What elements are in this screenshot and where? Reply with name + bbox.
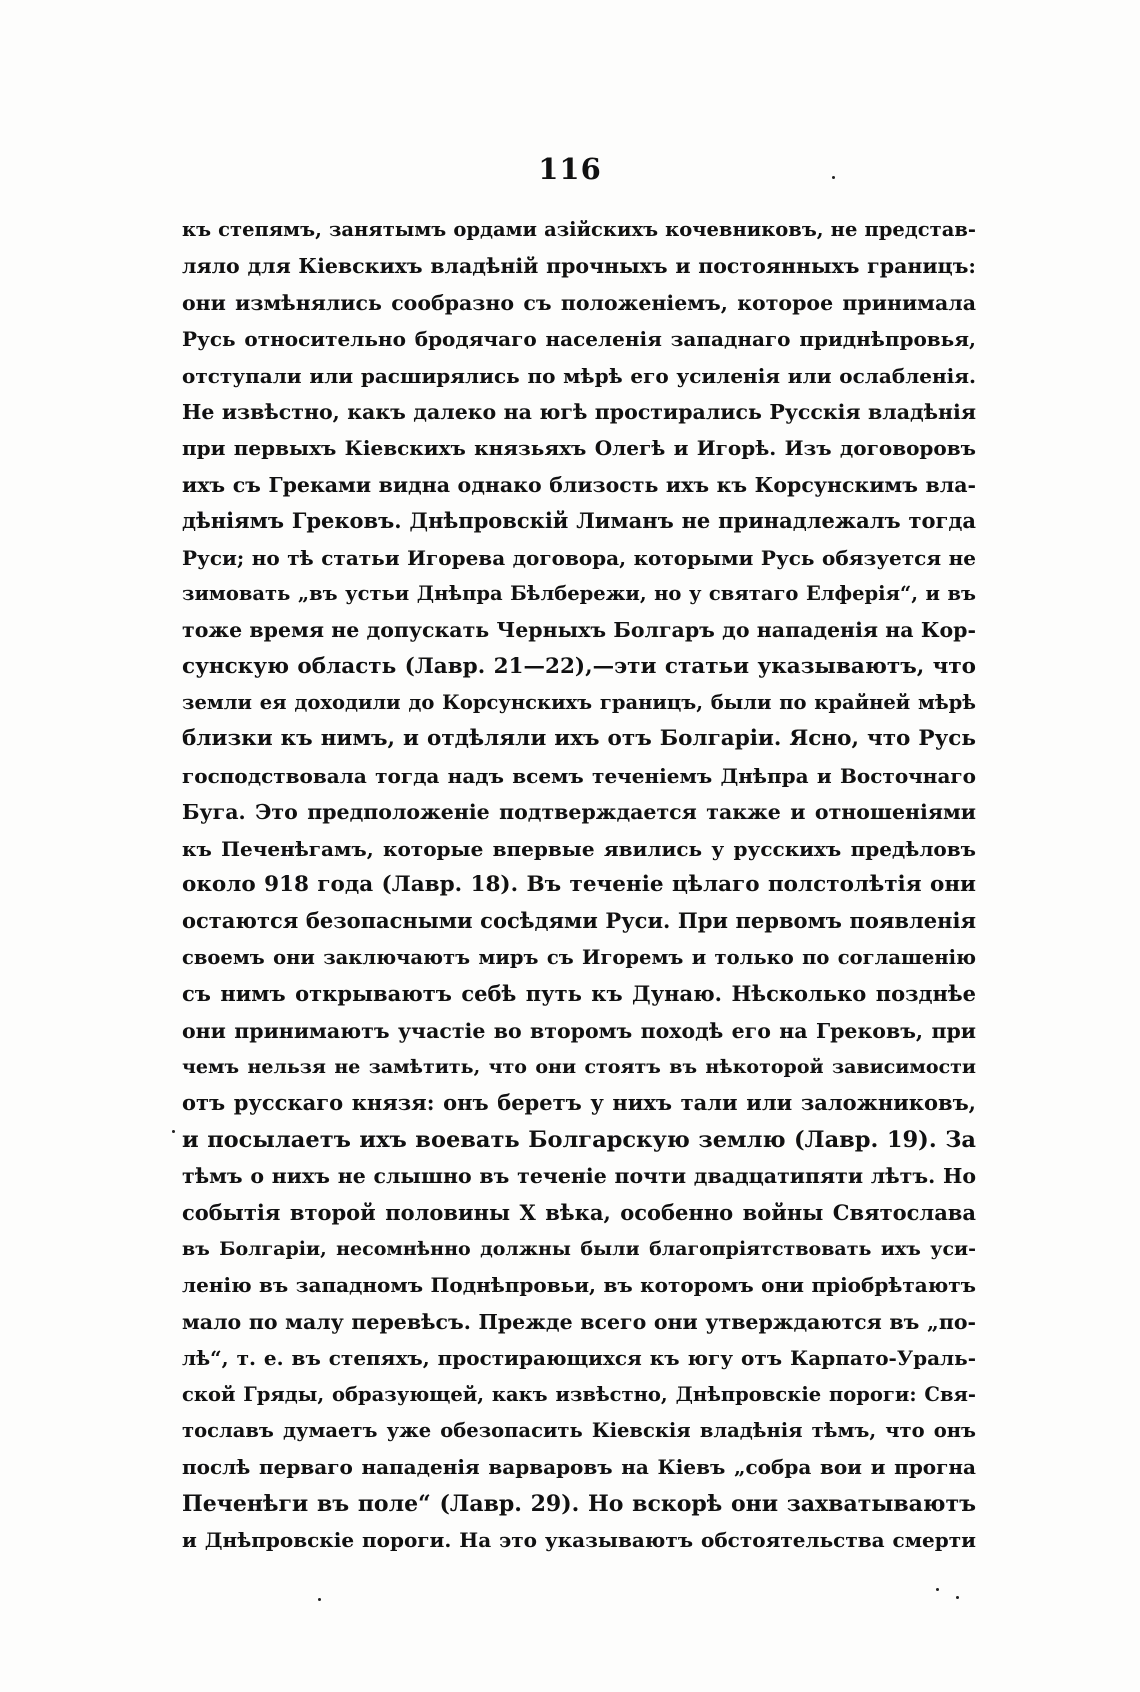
text-line: лѣ“, т. е. въ степяхъ, простирающихся къ югу отъ Карпато-Ураль-	[182, 1346, 976, 1371]
text-line: мало по малу перевѣсъ. Прежде всего они утверждаются въ „по-	[182, 1309, 976, 1334]
text-line: послѣ перваго нападенія варваровъ на Кіевъ „собра вои и прогна	[182, 1455, 976, 1480]
text-line: ской Гряды, образующей, какъ извѣстно, Днѣпровскіе пороги: Свя-	[182, 1382, 976, 1406]
text-line: чемъ нельзя не замѣтить, что они стоятъ въ нѣкоторой зависимости	[182, 1055, 976, 1078]
text-line: тѣмъ о нихъ не слышно въ теченіе почти двадцатипяти лѣтъ. Но	[182, 1164, 976, 1189]
text-line: господствовала тогда надъ всемъ теченіемъ Днѣпра и Восточнаго	[182, 763, 976, 788]
scan-speck	[318, 1598, 321, 1601]
scan-speck	[832, 176, 835, 179]
text-line: отступали или расширялись по мѣрѣ его усиленія или ослабленія.	[182, 363, 976, 388]
text-line: дѣніямъ Грековъ. Днѣпровскій Лиманъ не принадлежалъ тогда	[182, 508, 976, 534]
text-line: они измѣнялись сообразно съ положеніемъ, которое принимала	[182, 290, 976, 315]
text-line: близки къ нимъ, и отдѣляли ихъ отъ Болгаріи. Ясно, что Русь	[182, 726, 976, 752]
text-line: своемъ они заключаютъ миръ съ Игоремъ и только по соглашенію	[182, 945, 976, 969]
text-line: земли ея доходили до Корсунскихъ границъ, были по крайней мѣрѣ	[182, 691, 976, 715]
scan-speck	[956, 1596, 959, 1599]
scan-speck	[936, 1588, 939, 1591]
text-line: и посылаетъ ихъ воевать Болгарскую землю (Лавр. 19). За	[182, 1126, 976, 1153]
text-line: зимовать „въ устьи Днѣпра Бѣлбережи, но у святаго Елферія“, и въ	[182, 581, 976, 605]
text-line: Не извѣстно, какъ далеко на югѣ простирались Русскія владѣнія	[182, 399, 976, 424]
text-line: остаются безопасными сосѣдями Руси. При первомъ появленія	[182, 908, 976, 934]
page-number: 116	[538, 152, 602, 186]
text-line: тославъ думаетъ уже обезопасить Кіевскія владѣнія тѣмъ, что онъ	[182, 1418, 976, 1442]
text-line: около 918 года (Лавр. 18). Въ теченіе цѣлаго полстолѣтія они	[182, 872, 976, 898]
text-line: ленію въ западномъ Поднѣпровьи, въ которомъ они пріобрѣтаютъ	[182, 1273, 976, 1298]
text-line: въ Болгаріи, несомнѣнно должны были благопріятствовать ихъ уси-	[182, 1237, 976, 1260]
text-line: съ нимъ открываютъ себѣ путь къ Дунаю. Нѣсколько позднѣе	[182, 981, 976, 1007]
body-text	[182, 212, 976, 1558]
text-line: событія второй половины X вѣка, особенно войны Святослава	[182, 1199, 976, 1225]
text-line: Буга. Это предположеніе подтверждается также и отношеніями	[182, 800, 976, 825]
text-line: ляло для Кіевскихъ владѣній прочныхъ и постоянныхъ границъ:	[182, 254, 976, 279]
text-line: ихъ съ Греками видна однако близость ихъ къ Корсунскимъ вла-	[182, 472, 976, 497]
text-line: они принимаютъ участіе во второмъ походѣ его на Грековъ, при	[182, 1018, 976, 1043]
text-line: Русь относительно бродячаго населенія западнаго приднѣпровья,	[182, 327, 976, 352]
text-line: отъ русскаго князя: онъ беретъ у нихъ тали или заложниковъ,	[182, 1090, 976, 1116]
text-line: Печенѣги въ поле“ (Лавр. 29). Но вскорѣ они захватываютъ	[182, 1490, 976, 1517]
text-line: и Днѣпровскіе пороги. На это указываютъ обстоятельства смерти	[182, 1528, 976, 1553]
text-line: Руси; но тѣ статьи Игорева договора, которыми Русь обязуется не	[182, 545, 976, 570]
text-line: сунскую область (Лавр. 21—22),—эти статьи указываютъ, что	[182, 653, 976, 679]
text-line: тоже время не допускать Черныхъ Болгаръ до нападенія на Кор-	[182, 618, 976, 643]
scan-speck	[172, 1130, 175, 1133]
text-line: къ степямъ, занятымъ ордами азійскихъ кочевниковъ, не представ-	[182, 218, 976, 241]
text-line: при первыхъ Кіевскихъ князьяхъ Олегѣ и Игорѣ. Изъ договоровъ	[182, 436, 976, 461]
text-line: къ Печенѣгамъ, которые впервые явились у русскихъ предѣловъ	[182, 836, 976, 861]
